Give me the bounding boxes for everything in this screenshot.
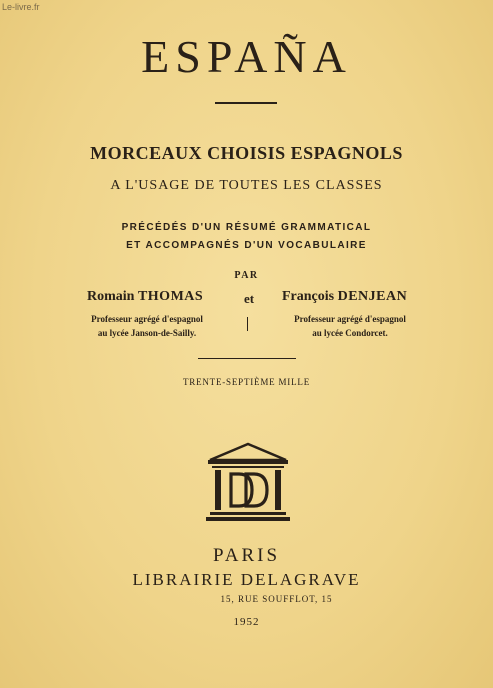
description-line-2: ET ACCOMPAGNÉS D'UN VOCABULAIRE <box>126 240 367 251</box>
description-line-1: PRÉCÉDÉS D'UN RÉSUMÉ GRAMMATICAL <box>121 222 372 233</box>
author-1-role: Professeur agrégé d'espagnol <box>91 314 203 324</box>
author-2-role: Professeur agrégé d'espagnol <box>294 314 406 324</box>
temple-dd-monogram-icon <box>204 440 292 524</box>
author-1-affiliation <box>67 312 227 340</box>
publication-year: 1952 <box>233 616 260 628</box>
author-2-last-name: DENJEAN <box>337 289 408 304</box>
author-2-affiliation <box>270 312 430 340</box>
publisher-address: 15, RUE SOUFFLOT, 15 <box>220 594 333 604</box>
publisher-city: PARIS <box>212 545 281 566</box>
edition-note: TRENTE-SEPTIÈME MILLE <box>182 377 311 387</box>
author-separator <box>247 317 248 331</box>
authors-divider <box>198 358 296 359</box>
author-2-name <box>282 289 407 305</box>
author-2-institution: au lycée Condorcet. <box>312 328 388 338</box>
subtitle-line-2: A L'USAGE DE TOUTES LES CLASSES <box>110 178 383 193</box>
author-2-first-name: François <box>282 289 335 304</box>
author-1-first-name: Romain <box>87 289 135 304</box>
author-1-institution: au lycée Janson-de-Sailly. <box>97 328 197 338</box>
by-label: PAR <box>234 270 259 281</box>
book-title: ESPAÑA <box>141 31 352 82</box>
author-1-last-name: THOMAS <box>137 289 204 304</box>
author-conjunction: et <box>244 291 255 306</box>
title-divider <box>215 102 277 104</box>
publisher-name: LIBRAIRIE DELAGRAVE <box>132 570 361 589</box>
author-1-name <box>87 289 203 305</box>
subtitle-line-1: MORCEAUX CHOISIS ESPAGNOLS <box>90 143 403 163</box>
watermark: Le-livre.fr <box>2 2 40 12</box>
